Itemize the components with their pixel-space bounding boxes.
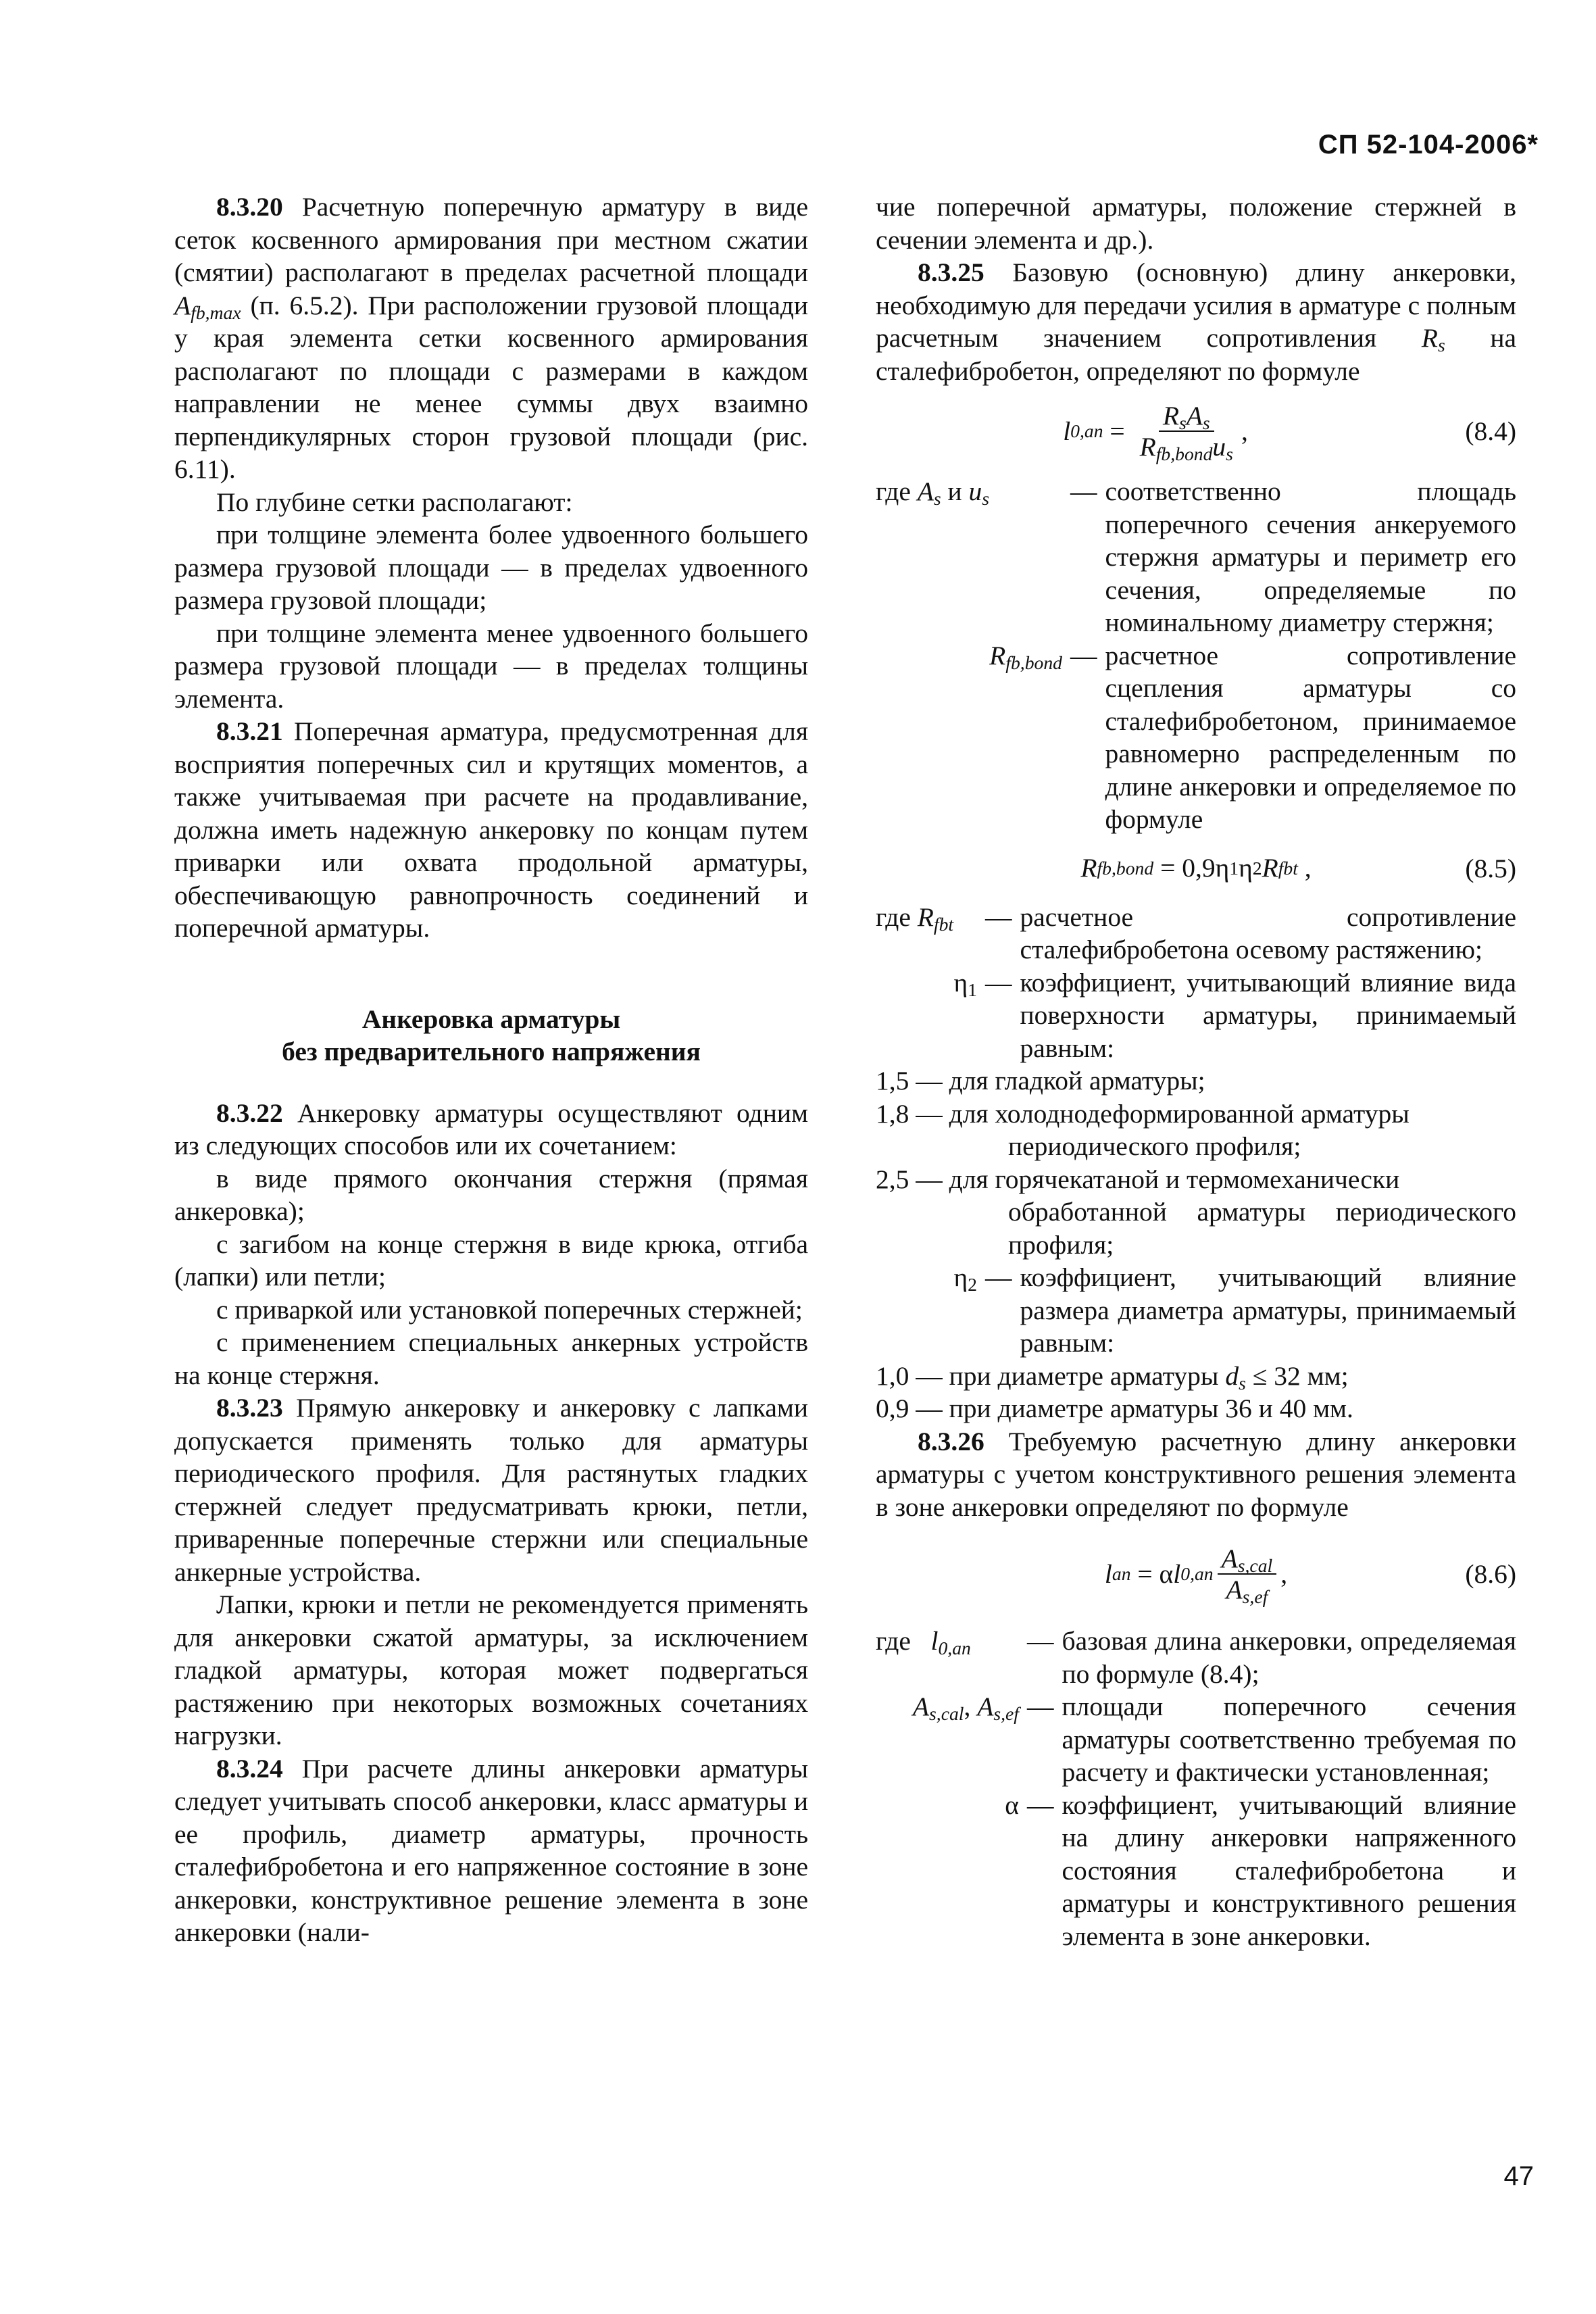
definition-text: коэффициент, учитывающий влияние размера диаметра арматуры, принимаемый равным: [1020,1262,1516,1358]
formula-comma: , [1241,416,1248,446]
formula-symbol: η [1239,853,1253,883]
term-subscript: 0,an [938,1637,971,1658]
symbol-subscript: s [1437,334,1445,355]
denominator-symbol: R [1139,432,1156,462]
definition-row [876,1789,1516,1953]
definition-term [876,1625,1019,1658]
term-symbol: A [912,1692,930,1721]
term-subscript: s [933,487,941,509]
definition-row [876,639,1516,836]
definition-term [876,639,1062,672]
formula-fraction [1218,1544,1277,1607]
clause-number: 8.3.21 [216,716,283,746]
term-symbol: η [953,1262,968,1292]
formula-comma: , [1280,1558,1288,1589]
formula-expression: l an = α l 0,an $\frac{A_{s,cal}}{A_{s,ef}}$ , [1104,1544,1288,1607]
formula-number: (8.5) [1465,853,1516,883]
definition-text: расчетное сопротивление сталефибробетона осевому растяжению; [1020,902,1516,964]
formula-symbol: R [1262,853,1278,883]
numerator-subscript: s,cal [1237,1554,1273,1576]
term-subscript: fbt [933,913,954,935]
paragraph-8-3-25 [876,256,1516,387]
formula-rhs: = 0,9η [1153,853,1230,883]
definition-dash: — [1070,476,1097,506]
term-conjunction: и [941,476,969,506]
term-symbol: α [1005,1790,1019,1820]
definition-row [876,1261,1516,1360]
term-subscript: s [982,487,990,509]
term-subscript: 1 [968,979,977,1000]
value-item-continuation: периодического профиля; [1008,1131,1301,1161]
fraction-numerator [1218,1544,1277,1575]
formula-equals: = α [1130,1558,1174,1589]
definition-dash: — [985,1262,1012,1292]
definition-dash: — [985,967,1012,998]
numerator-symbol: A [1221,1544,1238,1573]
clause-number: 8.3.26 [918,1426,984,1456]
value-item-continuation: обработанной арматуры периодического профиля; [1008,1197,1516,1260]
definition-text: базовая длина анкеровки, определяемая по формуле (8.4); [1062,1626,1516,1689]
paragraph-8-3-23-b: Лапки, крюки и петли не рекомендуется применять для анкеровки сжатой арматуры, за исключением гладкой арматуры, которая может подвергаться растяжению при некоторых возможных сочетаниях нагрузки. [174,1590,808,1750]
definition-term [876,1690,1019,1723]
formula-comma: , [1297,853,1312,883]
definition-row [876,475,1516,639]
formula-equals: = [1103,416,1132,446]
definition-row [876,901,1516,966]
definition-list-eta2 [876,1261,1516,1360]
fraction-denominator [1222,1575,1272,1607]
clause-number: 8.3.24 [216,1753,283,1783]
formula-fraction [1136,401,1237,462]
section-heading [174,1003,808,1068]
denominator-symbol: u [1212,432,1226,462]
definition-row [876,1690,1516,1789]
value-item: 1,5 — для гладкой арматуры; [876,1066,1205,1096]
formula-symbol: l [1173,1558,1181,1589]
paragraph-text: Поперечная арматура, предусмотренная для восприятия поперечных сил и крутящих моментов, а также учитываемая при расчете на продавливание, должна иметь надежную анкеровку по концам путем приварки или охвата продольной арматуры, обеспечивающую равнопрочность соединений и поперечной арматуры. [174,716,808,943]
term-subscript: fb,bond [1005,651,1062,673]
numerator-subscript: s [1202,412,1210,433]
paragraph-depth-b: при толщине элемента менее удвоенного большего размера грузовой площади — в пределах толщины элемента. [174,618,808,714]
formula-expression: l 0,an = $\frac{R_sA_s}{R_{fb,bond}u_s}$ , [1063,401,1248,464]
definition-term [876,1261,977,1294]
definition-list-8-4 [876,475,1516,836]
definition-text: коэффициент, учитывающий влияние вида поверхности арматуры, принимаемый равным: [1020,967,1516,1063]
definition-dash: — [1027,1626,1054,1656]
formula-expression: R fb,bond = 0,9η 1 η 2 R fbt , [876,836,1435,901]
term-symbol: l [930,1626,939,1656]
definition-dash: — [1027,1692,1054,1721]
formula-lhs: l [1063,416,1071,446]
where-word: где [876,476,911,506]
term-symbol: η [953,967,968,998]
value-item [876,1360,1516,1393]
where-word: где [876,902,911,932]
symbol-subscript: fb,max [191,301,241,323]
paragraph-8-3-20 [174,191,808,486]
formula-8-5 [876,836,1516,901]
paragraph-continuation: чие поперечной арматуры, положение стержней в сечении элемента и др.). [876,192,1516,255]
term-symbol: A [977,1692,994,1721]
denominator-symbol: A [1226,1575,1243,1604]
value-text: ≤ 32 мм; [1245,1360,1349,1391]
definition-text: соответственно площадь поперечного сечения анкеруемого стержня арматуры и периметр его сечения, определяемые по номинальному диаметру стержня; [1105,476,1516,637]
term-subscript: s,cal [929,1702,964,1724]
formula-lhs: l [1104,1558,1112,1589]
definition-list-8-6 [876,1625,1516,1952]
paragraph-text: (п. 6.5.2). При расположении грузовой площади у края элемента сетки косвенного армирования располагают по площади с размерами в каждом направлении не менее суммы двух взаимно перпендикулярных сторон грузовой площади (рис. 6.11). [174,290,808,484]
paragraph-8-3-24 [174,1752,808,1949]
definition-text: расчетное сопротивление сцепления арматуры со сталефибробетоном, принимаемое равномерно распределенным по длине анкеровки и определяемое по формуле [1105,640,1516,834]
formula-lhs: R [1080,853,1097,883]
page-number: 47 [1503,2161,1534,2191]
value-subscript: s [1239,1372,1246,1394]
heading-line-2: без предварительного напряжения [282,1037,701,1066]
numerator-symbol: A [1186,401,1203,430]
list-item: с загибом на конце стержня в виде крюка, отгиба (лапки) или петли; [174,1229,808,1291]
term-subscript: s,ef [993,1702,1019,1724]
definition-row [876,1625,1516,1690]
left-column [174,191,808,1949]
paragraph-text: Расчетную поперечную арматуру в виде сеток косвенного армирования при местном сжатии (смятии) располагают в пределах расчетной площади [174,192,808,287]
heading-line-1: Анкеровка арматуры [361,1004,621,1034]
definition-term [876,901,977,934]
paragraph-text: Требуемую расчетную длину анкеровки арматуры с учетом конструктивного решения элемента в зоне анкеровки определяют по формуле [876,1426,1516,1522]
term-separator: , [964,1692,978,1721]
definition-term [876,966,977,1000]
definition-dash: — [1027,1790,1054,1820]
paragraph-text: Прямую анкеровку и анкеровку с лапками допускается применять только для арматуры периодического профиля. Для растянутых гладких стержней следует предусматривать крюки, петли, приваренные поперечные стержни или специальные анкерные устройства. [174,1393,808,1587]
paragraph-depth: По глубине сетки располагают: [216,487,573,517]
value-symbol: d [1225,1360,1239,1391]
fraction-numerator [1159,401,1214,432]
formula-number: (8.4) [1465,416,1516,446]
definition-row [876,966,1516,1065]
denominator-subscript: s,ef [1242,1585,1268,1607]
definition-dash: — [1070,640,1097,670]
symbol: R [1421,323,1438,353]
clause-number: 8.3.20 [216,192,283,222]
numerator-subscript: s [1178,412,1187,433]
list-item: с применением специальных анкерных устройств на конце стержня. [174,1327,808,1390]
clause-number: 8.3.23 [216,1393,283,1423]
value-item: 1,8 — для холоднодеформированной арматуры [876,1098,1410,1129]
denominator-subscript: s [1226,443,1233,464]
list-item: с приваркой или установкой поперечных стержней; [216,1294,803,1325]
denominator-subscript: fb,bond [1155,443,1213,464]
where-word: где [876,1626,911,1656]
formula-8-6 [876,1523,1516,1625]
paragraph-text: Анкеровку арматуры осуществляют одним из следующих способов или их сочетанием: [174,1098,808,1160]
definition-list-8-5 [876,901,1516,1065]
paragraph-text: При расчете длины анкеровки арматуры следует учитывать способ анкеровки, класс арматуры и ее профиль, диаметр арматуры, прочность сталефибробетона и его напряженное состояние в зоне анкеровки, конструктивное решение элемента в зоне анкеровки (нали- [174,1753,808,1947]
list-item: в виде прямого окончания стержня (прямая анкеровка); [174,1163,808,1226]
fraction-denominator [1136,432,1237,462]
term-symbol: A [917,476,934,506]
document-code: СП 52-104-2006* [1318,130,1539,159]
definition-dash: — [985,902,1012,932]
term-symbol: u [968,476,982,506]
paragraph-text: на сталефибробетон, определяют по формуле [876,323,1517,386]
paragraph-depth-a: при толщине элемента более удвоенного большего размера грузовой площади — в пределах удвоенного размера грузовой площади; [174,520,808,615]
term-symbol: R [989,640,1006,670]
paragraph-8-3-21 [174,715,808,945]
clause-number: 8.3.22 [216,1098,283,1128]
numerator-symbol: R [1162,401,1179,430]
clause-number: 8.3.25 [918,257,984,287]
paragraph-text: Базовую (основную) длину анкеровки, необходимую для передачи усилия в арматуре с полным расчетным значением сопротивления [876,257,1516,353]
value-item: 0,9 — при диаметре арматуры 36 и 40 мм. [876,1394,1353,1423]
paragraph-8-3-26 [876,1425,1516,1524]
value-text: 1,0 — при диаметре арматуры [876,1360,1226,1391]
right-column [876,191,1516,1952]
definition-text: коэффициент, учитывающий влияние на длину анкеровки напряженного состояния сталефибробетона и арматуры и конструктивного решения элемента в зоне анкеровки. [1062,1790,1516,1951]
definition-term [876,1789,1019,1822]
definition-text: площади поперечного сечения арматуры соответственно требуемая по расчету и фактически установленная; [1062,1692,1516,1787]
definition-term [876,475,1062,508]
formula-number: (8.6) [1465,1558,1516,1589]
value-item: 2,5 — для горячекатаной и термомеханически [876,1164,1400,1194]
term-symbol: R [917,902,934,932]
term-subscript: 2 [968,1273,977,1295]
formula-8-4 [876,387,1516,475]
symbol: A [174,290,191,320]
paragraph-8-3-22 [174,1097,808,1162]
paragraph-8-3-23 [174,1392,808,1588]
